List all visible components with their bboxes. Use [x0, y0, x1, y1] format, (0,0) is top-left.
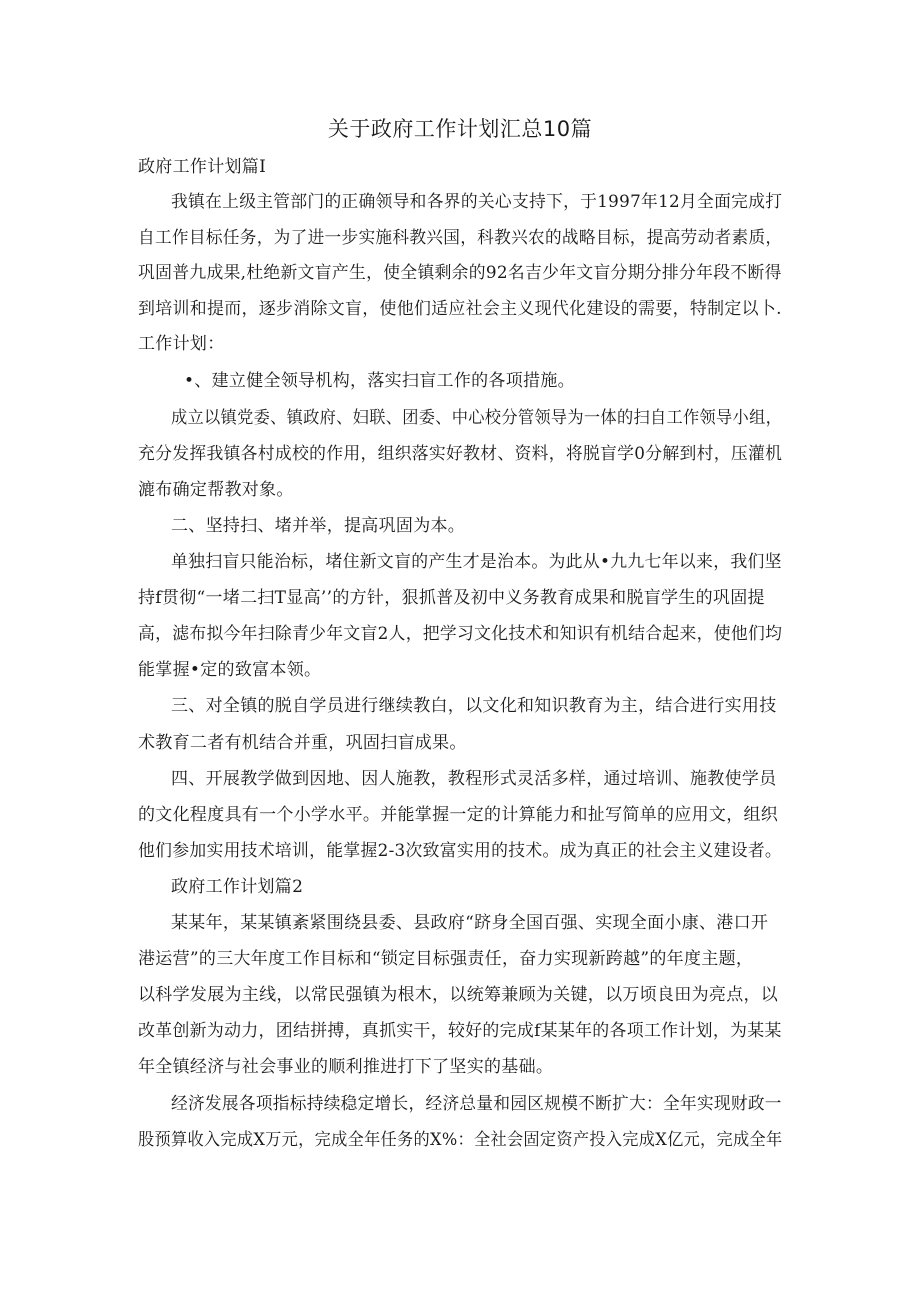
paragraph-line: 某某年，某某镇紊紧围绕县委、县政府“跻身全国百强、实现全面小康、港口开 [171, 913, 769, 933]
paragraph-line: 经济发展各项指标持续稳定增长，经济总量和园区规模不断扩大：全年实现财政一 [171, 1094, 782, 1114]
paragraph-line: 他们参加实用技术培训，能掌握2-3次致富实用的技术。成为真正的社会主义建设者。 [138, 841, 783, 861]
paragraph-line: 能掌握•定的致富本领。 [138, 660, 322, 680]
paragraph-line: 以科学发展为主线，以常民强镇为根木，以统筹兼顾为关键，以万顷良田为亮点，以 [138, 985, 779, 1005]
paragraph-line: 术教育二者有机结合并重，巩固扫盲成果。 [138, 733, 467, 753]
paragraph-line: 持f贯彻“一堵二扫T显高’’的方针，狠抓普及初中义务教育成果和脱盲学生的巩固提 [138, 588, 765, 608]
paragraph-line: 充分发挥我镇各村成校的作用，组织落实好教材、资料，将脱盲学0分解到村，压灌机 [138, 444, 783, 464]
paragraph-line: 到培训和提而，逐步消除文盲，使他们适应社会主义现代化建设的需要，特制定以卜. [138, 299, 782, 319]
paragraph-line: 年全镇经济与社会事业的顺利推进打下了坚实的基础。 [138, 1057, 554, 1077]
paragraph-line: 三、对全镇的脱自学员进行继续教白，以文化和知识教育为主，结合进行实用技 [171, 696, 777, 716]
paragraph-line: 漉布确定帮教对象。 [138, 480, 294, 500]
paragraph-line: 自工作目标任务，为了进一步实施科教兴国，科教兴农的战略目标，提高劳动者素质， [138, 228, 783, 248]
document-title: 关于政府工作计划汇总10篇 [327, 117, 593, 141]
paragraph-line: 巩固普九成果,杜绝新文盲产生，使全镇剩余的92名吉少年文盲分期分排分年段不断得 [138, 263, 782, 283]
paragraph-line: 港运营”的三大年度工作目标和“锁定目标强责任，奋力实现新跨越”的年度主题， [138, 949, 754, 969]
section-heading-2: 政府工作计划篇2 [171, 877, 304, 897]
paragraph-line: 我镇在上级主管部门的正确领导和各界的关心支持下，于1997年12月全面完成打 [171, 192, 783, 212]
paragraph-line: 高，滤布拟今年扫除青少年文盲2人，把学习文化技术和知识有机结合起来，使他们均 [138, 624, 783, 644]
paragraph-line: 单独扫盲只能治标，堵住新文盲的产生才是治本。为此从•九九七年以来，我们坚 [171, 552, 782, 572]
paragraph-line: 股预算收入完成X万元，完成全年任务的X%：全社会固定资产投入完成X亿元，完成全年 [138, 1130, 783, 1150]
paragraph-line: 改革创新为动力，团结拼搏，真抓实干，较好的完成f某某年的各项工作计划，为某某 [138, 1021, 782, 1041]
list-item-heading: •、建立健全领导机构，落实扫盲工作的各项措施。 [184, 371, 575, 391]
list-item-heading: 二、坚持扫、堵并举，提高巩固为本。 [171, 516, 466, 536]
section-heading-1: 政府工作计划篇I [138, 157, 267, 177]
paragraph-line: 四、开展教学做到因地、因人施教，教程形式灵活多样，通过培训、施教使学员 [171, 769, 777, 789]
paragraph-line: 工作计划： [138, 334, 225, 354]
paragraph-line: 成立以镇党委、镇政府、妇联、团委、中心校分管领导为一体的扫自工作领导小组， [171, 408, 783, 428]
paragraph-line: 的文化程度具有一个小学水平。并能掌握一定的计算能力和扯写简单的应用文，组织 [138, 805, 779, 825]
